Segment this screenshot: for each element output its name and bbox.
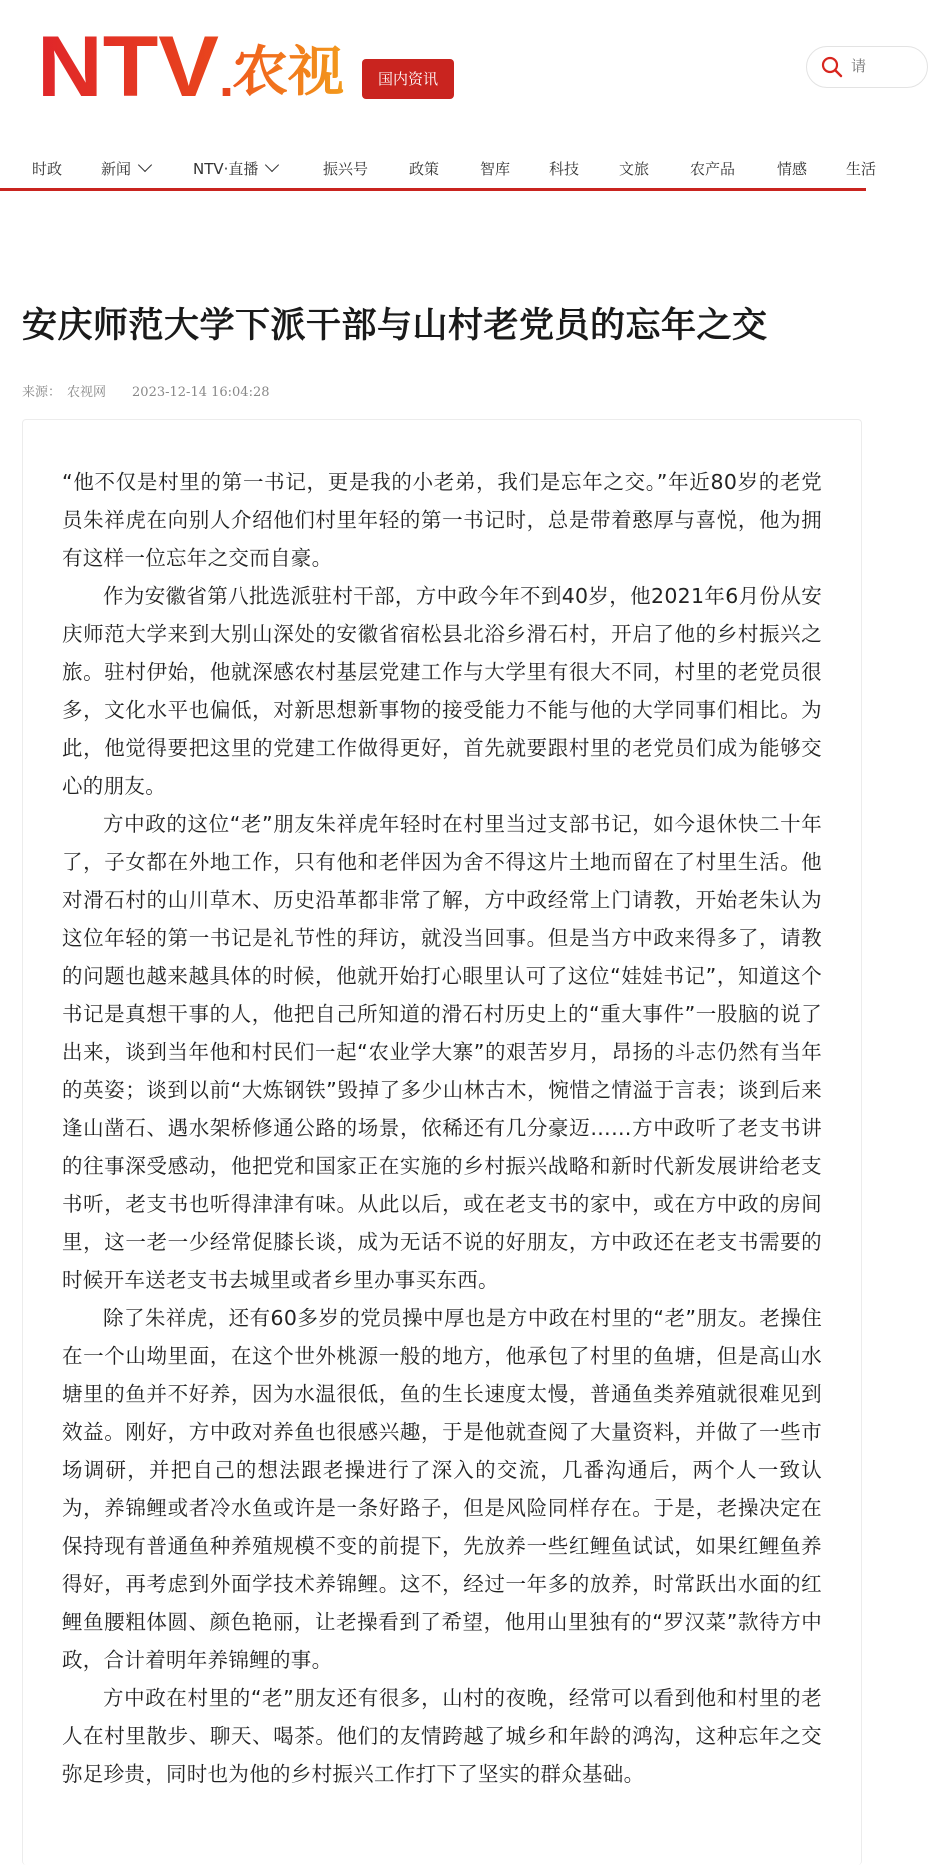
nav-item-life[interactable] <box>846 150 876 188</box>
ntv-logo[interactable] <box>37 19 345 115</box>
nav-item-news[interactable] <box>101 150 150 188</box>
search-box[interactable] <box>806 46 928 88</box>
article-paragraph: 作为安徽省第八批选派驻村干部，方中政今年不到40岁，他2021年6月份从安庆师范大学来到大别山深处的安徽省宿松县北浴乡滑石村，开启了他的乡村振兴之旅。驻村伊始，他就深感农村基层党建工作与大学里有很大不同，村里的老党员很多，文化水平也偏低，对新思想新事物的接受能力不能与他的大学同事们相比。为此，他觉得要把这里的党建工作做得更好，首先就要跟村里的老党员们成为能够交心的朋友。 <box>62 584 822 798</box>
nav-item-label: 文旅 <box>619 160 650 178</box>
nav-item-culture-travel[interactable] <box>619 150 649 188</box>
article-paragraph: “他不仅是村里的第一书记，更是我的小老弟，我们是忘年之交。”年近80岁的老党员朱祥虎在向别人介绍他们村里年轻的第一书记时，总是带着憨厚与喜悦，他为拥有这样一位忘年之交而自豪。 <box>62 470 822 570</box>
nav-item-label: 生活 <box>846 160 877 178</box>
main-nav <box>0 150 877 191</box>
nav-item-tech[interactable] <box>549 150 579 188</box>
nav-item-agri-products[interactable] <box>690 150 735 188</box>
nav-item-label: 政策 <box>409 160 440 178</box>
source-name: 农视网 <box>67 385 107 400</box>
nav-item-shizheng[interactable] <box>32 150 62 188</box>
chevron-down-icon <box>138 158 152 172</box>
logo-text-cn: 农视 <box>232 40 344 103</box>
nav-item-ntv-live[interactable] <box>193 150 277 188</box>
nav-item-label: 农产品 <box>690 160 736 178</box>
article-paragraph: 方中政的这位“老”朋友朱祥虎年轻时在村里当过支部书记，如今退休快二十年了，子女都在外地工作，只有他和老伴因为舍不得这片土地而留在了村里生活。他对滑石村的山川草木、历史沿革都非常了解，方中政经常上门请教，开始老朱认为这位年轻的第一书记是礼节性的拜访，就没当回事。但是当方中政来得多了，请教的问题也越来越具体的时候，他就开始打心眼里认可了这位“娃娃书记”，知道这个书记是真想干事的人，他把自己所知道的滑石村历史上的“重大事件”一股脑的说了出来，谈到当年他和村民们一起“农业学大寨”的艰苦岁月，昂扬的斗志仍然有当年的英姿；谈到以前“大炼钢铁”毁掉了多少山林古木，惋惜之情溢于言表；谈到后来逢山凿石、遇水架桥修通公路的场景，依稀还有几分豪迈……方中政听了老支书讲的往事深受感动，他把党和国家正在实施的乡村振兴战略和新时代新发展讲给老支书听，老支书也听得津津有味。从此以后，或在老支书的家中，或在方中政的房间里，这一老一少经常促膝长谈，成为无话不说的好朋友，方中政还在老支书需要的时候开车送老支书去城里或者乡里办事买东西。 <box>62 812 822 1292</box>
logo-text-latin: NTV <box>37 19 219 115</box>
nav-item-think-tank[interactable] <box>480 150 510 188</box>
search-input[interactable] <box>851 55 911 77</box>
nav-item-label: 振兴号 <box>323 160 369 178</box>
article-paragraph: 方中政在村里的“老”朋友还有很多，山村的夜晚，经常可以看到他和村里的老人在村里散步、聊天、喝茶。他们的友情跨越了城乡和年龄的鸿沟，这种忘年之交弥足珍贵，同时也为他的乡村振兴工作打下了坚实的群众基础。 <box>62 1686 822 1786</box>
nav-item-label: 科技 <box>549 160 580 178</box>
article-body <box>62 463 822 1793</box>
chevron-down-icon <box>265 158 279 172</box>
nav-item-emotion[interactable] <box>777 150 807 188</box>
article-paragraph: 除了朱祥虎，还有60多岁的党员操中厚也是方中政在村里的“老”朋友。老操住在一个山坳里面，在这个世外桃源一般的地方，他承包了村里的鱼塘，但是高山水塘里的鱼并不好养，因为水温很低，鱼的生长速度太慢，普通鱼类养殖就很难见到效益。刚好，方中政对养鱼也很感兴趣，于是他就查阅了大量资料，并做了一些市场调研，并把自己的想法跟老操进行了深入的交流，几番沟通后，两个人一致认为，养锦鲤或者冷水鱼或许是一条好路子，但是风险同样存在。于是，老操决定在保持现有普通鱼种养殖规模不变的前提下，先放养一些红鲤鱼试试，如果红鲤鱼养得好，再考虑到外面学技术养锦鲤。这不，经过一年多的放养，时常跃出水面的红鲤鱼腰粗体圆、颜色艳丽，让老操看到了希望，他用山里独有的“罗汉菜”款待方中政，合计着明年养锦鲤的事。 <box>62 1306 822 1672</box>
channel-badge[interactable]: 国内资讯 <box>362 59 454 99</box>
nav-item-label: 新闻 <box>101 160 132 178</box>
nav-item-label: 时政 <box>32 160 63 178</box>
search-icon[interactable] <box>821 56 843 78</box>
nav-item-policy[interactable] <box>409 150 439 188</box>
nav-item-label: NTV·直播 <box>193 160 259 178</box>
source-label: 来源： <box>22 385 62 400</box>
nav-item-zhenxinghao[interactable] <box>323 150 368 188</box>
nav-item-label: 智库 <box>480 160 511 178</box>
article-meta <box>22 381 276 400</box>
logo-text-dot: . <box>219 48 235 108</box>
publish-time: 2023-12-14 16:04:28 <box>132 385 270 400</box>
nav-item-label: 情感 <box>777 160 808 178</box>
site-header <box>0 0 877 196</box>
article-title: 安庆师范大学下派干部与山村老党员的忘年之交 <box>22 306 768 346</box>
